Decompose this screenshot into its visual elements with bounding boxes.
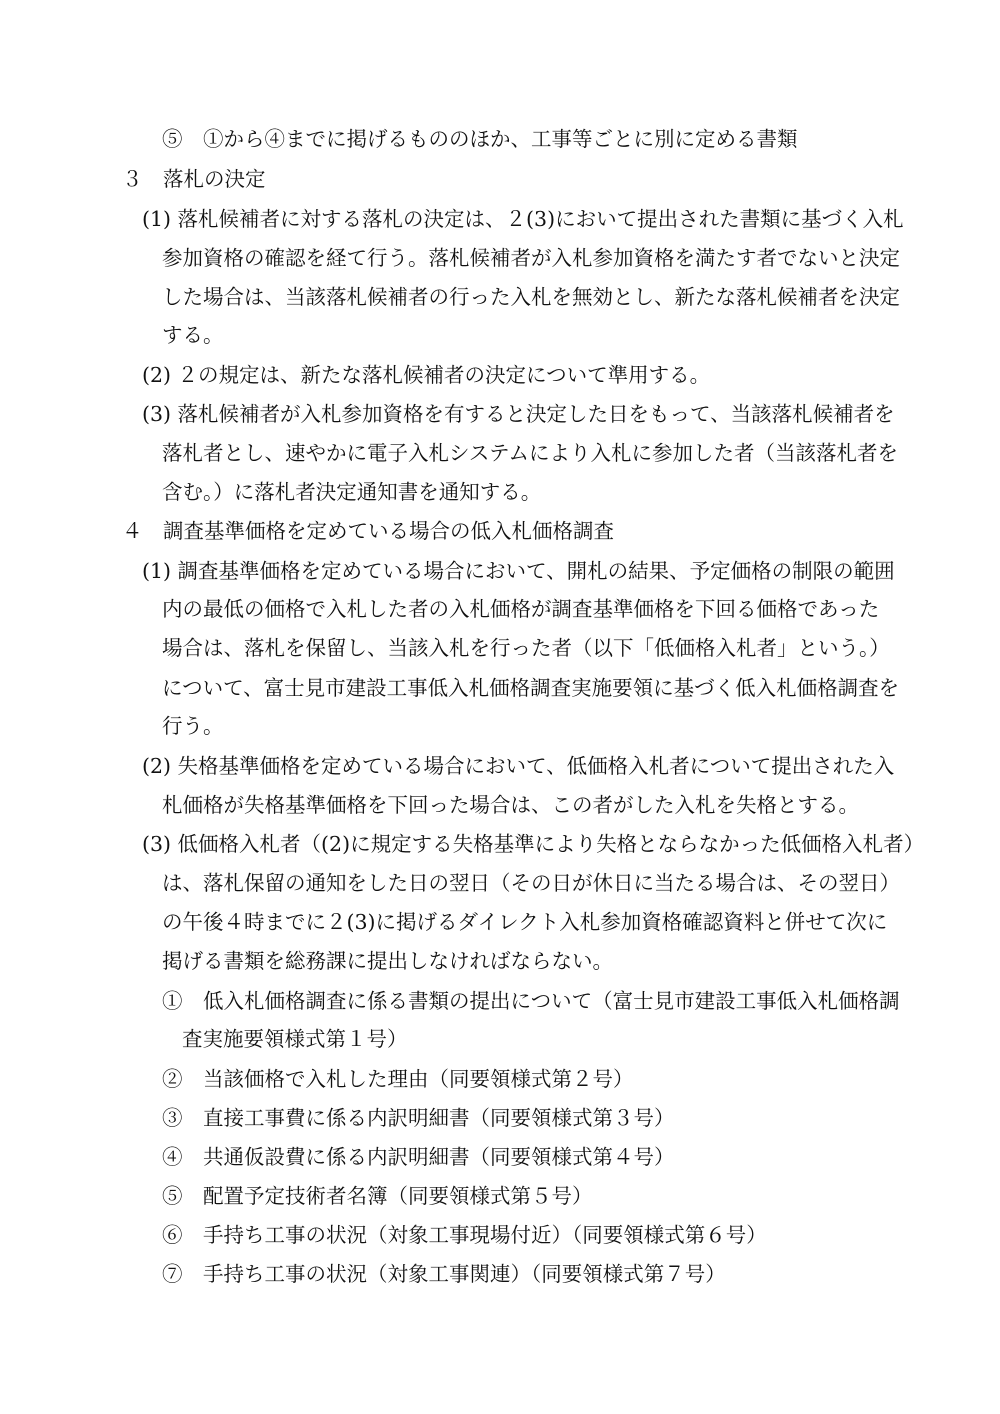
paragraph-4-2-line-2: 札価格が失格基準価格を下回った場合は、この者がした入札を失格とする。	[162, 793, 859, 817]
paragraph-3-1-line-3: した場合は、当該落札候補者の行った入札を無効とし、新たな落札候補者を決定	[162, 285, 900, 309]
heading-section-4: ４ 調査基準価格を定めている場合の低入札価格調査	[122, 519, 614, 543]
paragraph-3-1-line-4: する。	[162, 323, 224, 347]
item-5-other-documents: ⑤ ①から④までに掲げるもののほか、工事等ごとに別に定める書類	[162, 127, 798, 151]
paragraph-4-3-line-1: (3) 低価格入札者（(2)に規定する失格基準により失格とならなかった低価格入札者）	[142, 832, 925, 856]
paragraph-4-1-line-1: (1) 調査基準価格を定めている場合において、開札の結果、予定価格の制限の範囲	[142, 559, 895, 583]
list-item-2: ② 当該価格で入札した理由（同要領様式第２号）	[162, 1067, 634, 1091]
paragraph-3-1-line-1: (1) 落札候補者に対する落札の決定は、２(3)において提出された書類に基づく入札	[142, 207, 904, 231]
paragraph-4-1-line-4: について、富士見市建設工事低入札価格調査実施要領に基づく低入札価格調査を	[162, 676, 900, 700]
paragraph-3-3-line-1: (3) 落札候補者が入札参加資格を有すると決定した日をもって、当該落札候補者を	[142, 402, 895, 426]
list-item-6: ⑥ 手持ち工事の状況（対象工事現場付近）（同要領様式第６号）	[162, 1223, 767, 1247]
paragraph-4-1-line-3: 場合は、落札を保留し、当該入札を行った者（以下「低価格入札者」という。）	[162, 636, 890, 660]
paragraph-4-3-line-4: 掲げる書類を総務課に提出しなければならない。	[162, 949, 613, 973]
paragraph-4-2-line-1: (2) 失格基準価格を定めている場合において、低価格入札者について提出された入	[142, 754, 895, 778]
heading-section-3: ３ 落札の決定	[122, 167, 266, 191]
paragraph-4-3-line-2: は、落札保留の通知をした日の翌日（その日が休日に当たる場合は、その翌日）	[162, 871, 900, 895]
paragraph-4-1-line-2: 内の最低の価格で入札した者の入札価格が調査基準価格を下回る価格であった	[162, 597, 880, 621]
paragraph-4-3-line-3: の午後４時までに２(3)に掲げるダイレクト入札参加資格確認資料と併せて次に	[162, 910, 888, 934]
paragraph-3-1-line-2: 参加資格の確認を経て行う。落札候補者が入札参加資格を満たす者でないと決定	[162, 246, 900, 270]
paragraph-4-1-line-5: 行う。	[162, 714, 224, 738]
list-item-4: ④ 共通仮設費に係る内訳明細書（同要領様式第４号）	[162, 1145, 675, 1169]
list-item-3: ③ 直接工事費に係る内訳明細書（同要領様式第３号）	[162, 1106, 675, 1130]
paragraph-3-3-line-2: 落札者とし、速やかに電子入札システムにより入札に参加した者（当該落札者を	[162, 441, 898, 465]
paragraph-3-2: (2) ２の規定は、新たな落札候補者の決定について準用する。	[142, 363, 711, 387]
list-item-1-line-2: 査実施要領様式第１号）	[182, 1027, 408, 1051]
paragraph-3-3-line-3: 含む。）に落札者決定通知書を通知する。	[162, 480, 542, 504]
list-item-1-line-1: ① 低入札価格調査に係る書類の提出について（富士見市建設工事低入札価格調	[162, 989, 900, 1013]
list-item-5: ⑤ 配置予定技術者名簿（同要領様式第５号）	[162, 1184, 593, 1208]
list-item-7: ⑦ 手持ち工事の状況（対象工事関連）（同要領様式第７号）	[162, 1262, 726, 1286]
